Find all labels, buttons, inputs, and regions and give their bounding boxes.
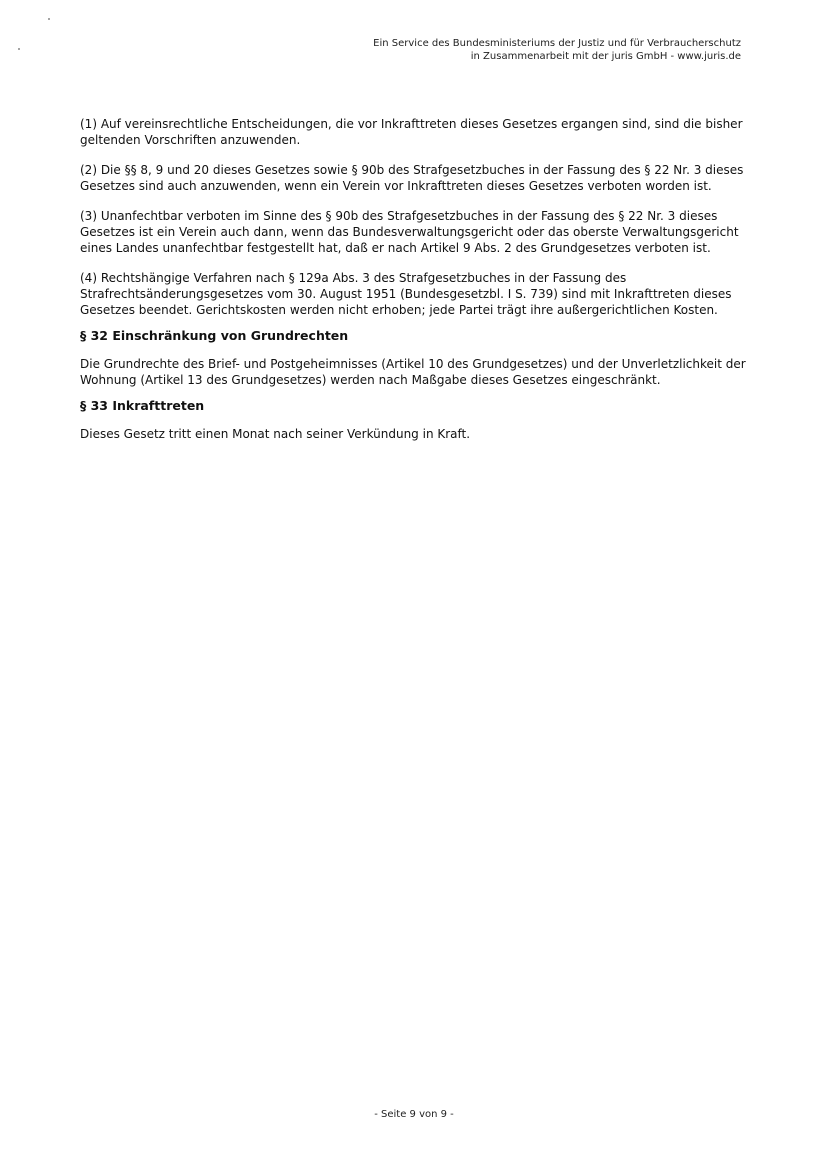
scan-speck [18, 48, 20, 50]
document-body [80, 116, 752, 456]
scan-speck [48, 18, 50, 20]
section-33-heading: § 33 Inkrafttreten [80, 398, 205, 413]
paragraph-1: (1) Auf vereinsrechtliche Entscheidungen, die vor Inkrafttreten dieses Gesetzes ergangen sind, sind die bisher geltenden Vorschriften anzuwenden. [80, 117, 743, 147]
paragraph-4: (4) Rechtshängige Verfahren nach § 129a Abs. 3 des Strafgesetzbuches in der Fassung des Strafrechtsänderungsgesetzes vom 30. August 1951 (Bundesgesetzbl. I S. 739) sind mit Inkrafttreten dieses Gesetzes beendet. Gerichtskosten werden nicht erhoben; jede Partei trägt ihre außergerichtlichen Kosten. [80, 271, 732, 317]
header-service-line: Ein Service des Bundesministeriums der Justiz und für Verbraucherschutz [373, 38, 741, 49]
paragraph-3: (3) Unanfechtbar verboten im Sinne des § 90b des Strafgesetzbuches in der Fassung des § 22 Nr. 3 dieses Gesetzes ist ein Verein auch dann, wenn das Bundesverwaltungsgericht oder das oberste Verwaltungsgericht eines Landes unanfechtbar festgestellt hat, daß er nach Artikel 9 Abs. 2 des Grundgesetzes verboten ist. [80, 209, 739, 255]
section-32-text: Die Grundrechte des Brief- und Postgeheimnisses (Artikel 10 des Grundgesetzes) und der Unverletzlichkeit der Wohnung (Artikel 13 des Grundgesetzes) werden nach Maßgabe dieses Gesetzes eingeschränkt. [80, 357, 746, 387]
paragraph-2: (2) Die §§ 8, 9 und 20 dieses Gesetzes sowie § 90b des Strafgesetzbuches in der Fassung des § 22 Nr. 3 dieses Gesetzes sind auch anzuwenden, wenn ein Verein vor Inkrafttreten dieses Gesetzes verboten worden ist. [80, 163, 744, 193]
section-33-text: Dieses Gesetz tritt einen Monat nach seiner Verkündung in Kraft. [80, 427, 471, 441]
page-number: - Seite 9 von 9 - [374, 1109, 454, 1120]
page-header [373, 37, 741, 63]
section-32-heading: § 32 Einschränkung von Grundrechten [80, 328, 349, 343]
header-partner-line: in Zusammenarbeit mit der juris GmbH - www.juris.de [470, 51, 741, 62]
